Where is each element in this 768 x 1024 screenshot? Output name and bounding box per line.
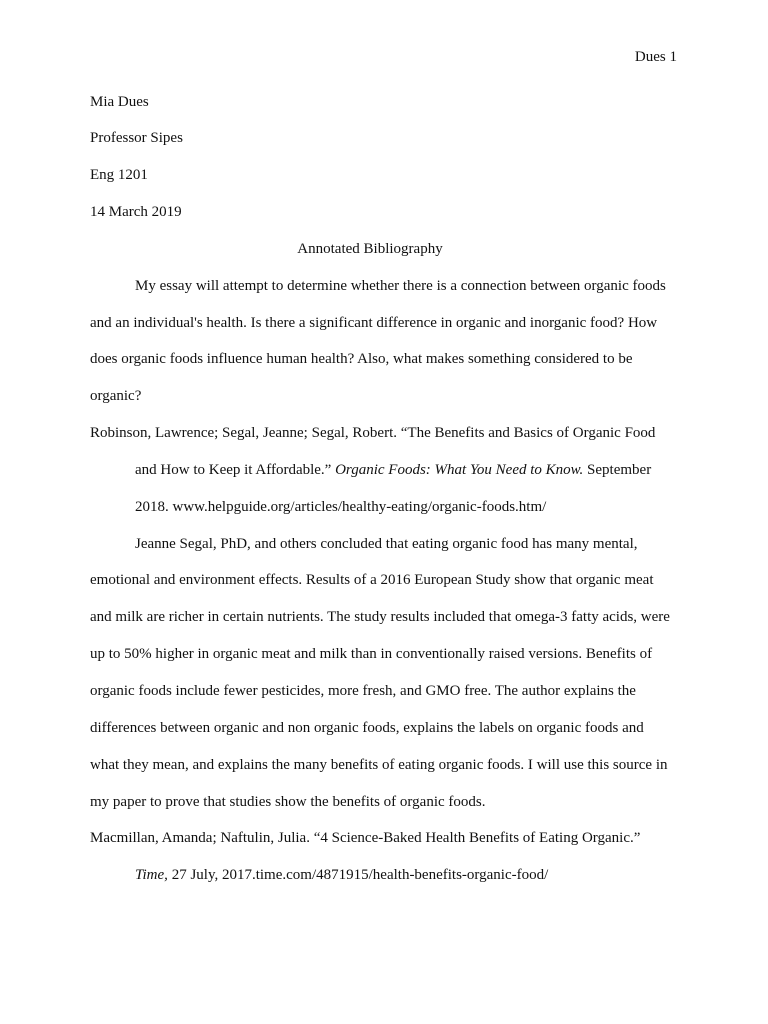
paragraph-line: differences between organic and non organic foods, explains the labels on organic foods and [90, 719, 644, 736]
page-body [90, 84, 690, 895]
paragraph-line: organic foods include fewer pesticides, more fresh, and GMO free. The author explains the [90, 683, 636, 699]
intro-paragraph [90, 268, 690, 415]
paragraph-line: up to 50% higher in organic meat and milk than in conventionally raised versions. Benefits of [90, 646, 653, 663]
paragraph-line: what they mean, and explains the many benefits of eating organic foods. I will use this source in [90, 756, 668, 773]
running-head: Dues 1 [634, 48, 677, 65]
citation-line: 2018. www.helpguide.org/articles/healthy-eating/organic-foods.htm/ [135, 498, 547, 515]
paragraph-line: My essay will attempt to determine whether there is a connection between organic foods [135, 277, 666, 294]
citation-line: Robinson, Lawrence; Segal, Jeanne; Segal, Robert. “The Benefits and Basics of Organic Food [90, 425, 656, 442]
course-name: Eng 1201 [90, 167, 148, 184]
paper-date: 14 March 2019 [90, 204, 182, 221]
paragraph-line: does organic foods influence human health? Also, what makes something considered to be [90, 351, 633, 368]
citation-text: September [583, 461, 652, 478]
mla-heading [90, 84, 690, 231]
citation-entry [90, 820, 690, 894]
citation-entry [90, 415, 690, 526]
container-title: Organic Foods: What You Need to Know. [335, 461, 584, 478]
instructor-name: Professor Sipes [90, 130, 183, 147]
paragraph-line: organic? [90, 388, 142, 405]
annotation-paragraph [90, 526, 690, 821]
page-title: Annotated Bibliography [297, 240, 443, 257]
paragraph-line: and an individual's health. Is there a significant difference in organic and inorganic food? How [90, 314, 658, 331]
student-name: Mia Dues [90, 93, 149, 110]
citation-line: Macmillan, Amanda; Naftulin, Julia. “4 Science-Baked Health Benefits of Eating Organic.” [90, 830, 641, 847]
paragraph-line: my paper to prove that studies show the benefits of organic foods. [90, 793, 486, 810]
citation-line [90, 452, 690, 489]
citation-text: and How to Keep it Affordable.” [135, 461, 336, 478]
paragraph-line: emotional and environment effects. Results of a 2016 European Study show that organic meat [90, 572, 654, 589]
container-title: Time, [135, 867, 168, 884]
citation-line [90, 857, 690, 894]
paragraph-line: and milk are richer in certain nutrients. The study results included that omega-3 fatty acids, were [90, 609, 670, 626]
citation-text: 27 July, 2017.time.com/4871915/health-benefits-organic-food/ [167, 867, 549, 884]
paragraph-line: Jeanne Segal, PhD, and others concluded that eating organic food has many mental, [135, 535, 638, 552]
